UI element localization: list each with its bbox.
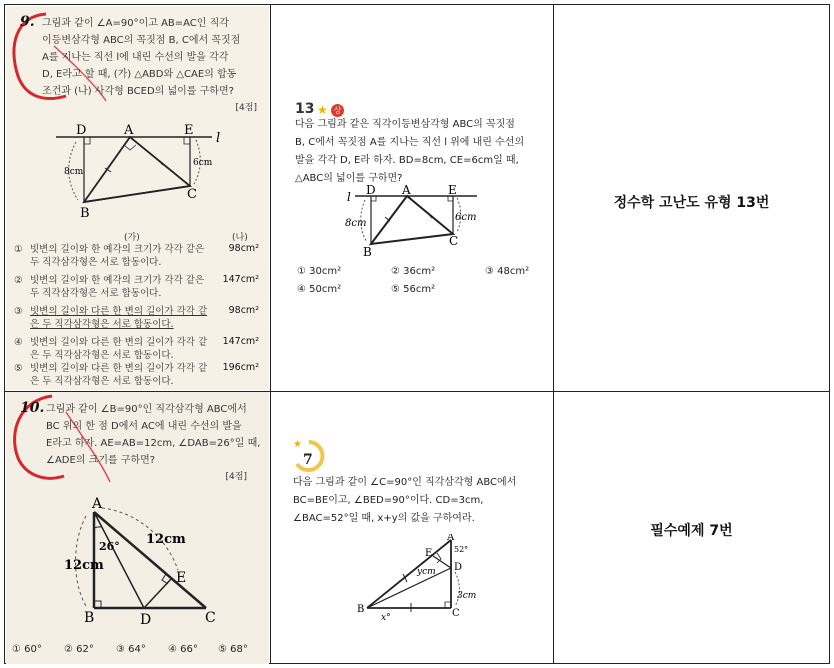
problem-line: 발을 각각 D, E라 하자. BD=8cm, CE=6cm일 때, [295, 155, 519, 166]
option-text: 빗변의 길이와 다른 한 변의 길이가 각각 같은 두 직각삼각형은 서로 합동이다. [30, 306, 208, 330]
option-text: 빗변의 길이와 한 예각의 크기가 각각 같은 두 직각삼각형은 서로 합동이다. [30, 244, 205, 268]
column-header-ga: (가) [124, 233, 140, 243]
point-label: A [124, 123, 134, 138]
length-label: 8cm [345, 218, 367, 229]
point-label: A [402, 183, 411, 197]
length-label: 3cm [457, 591, 477, 601]
problem-line: B, C에서 꼭짓점 A를 지나는 직선 l 위에 내린 수선의 [295, 137, 525, 148]
angle-label: x° [381, 613, 391, 623]
option-value: 147cm² [222, 274, 259, 285]
triangle-figure [341, 182, 541, 262]
problem-text [42, 15, 267, 100]
answer-choice: ② 36cm² [391, 266, 436, 277]
scan-problem-10 [6, 392, 269, 664]
option-row [14, 243, 259, 273]
problem-line: D, E라고 할 때, (가) △ABD와 △CAE의 합동 [42, 69, 237, 80]
problem-number: 10. [20, 400, 45, 416]
option-number: ④ [14, 337, 23, 348]
length-label: 6cm [193, 158, 213, 168]
difficulty-badge: 상 [331, 104, 344, 117]
problem-line: ∠BAC=52°일 때, x+y의 값을 구하여라. [293, 513, 475, 524]
angle-label: 52° [454, 545, 469, 554]
point-label: E [176, 570, 187, 586]
problem-number: 7 [303, 452, 313, 468]
content-table [4, 4, 830, 664]
point-label: B [357, 604, 365, 615]
point-label: D [140, 612, 152, 628]
problem-line: BC 위의 한 점 D에서 AC에 내린 수선의 발을 [46, 421, 242, 432]
source-label: 정수학 고난도 유형 13번 [613, 195, 770, 211]
point-label: B [84, 610, 95, 626]
point-label: D [366, 183, 376, 197]
answer-choice: ⑤ 56cm² [391, 284, 436, 295]
answer-choice: ① 30cm² [297, 266, 342, 277]
problem-number-badge [289, 436, 329, 476]
points-label: [4점] [235, 103, 257, 113]
point-label: C [205, 610, 216, 626]
problem-line: 그림과 같이 ∠A=90°이고 AB=AC인 직각 [42, 18, 229, 29]
option-number: ⑤ [14, 363, 23, 374]
option-value: 98cm² [228, 243, 259, 254]
problem-text [295, 116, 551, 188]
option-number: ② [14, 275, 23, 286]
answer-choice: ② 62° [64, 644, 94, 655]
problem-text [293, 474, 551, 528]
point-label: A [447, 534, 455, 543]
source-label: 필수예제 7번 [650, 523, 733, 539]
option-row [14, 362, 259, 390]
point-label: C [187, 187, 197, 202]
option-row [14, 305, 259, 335]
problem-line: 다음 그림과 같이 ∠C=90°인 직각삼각형 ABC에서 [293, 477, 517, 488]
problem-line: 조건과 (나) 사각형 BCED의 넓이를 구하면? [42, 86, 234, 97]
point-label: D [76, 123, 87, 138]
problem-line: 이등변삼각형 ABC의 꼭짓점 B, C에서 꼭짓점 [42, 35, 241, 46]
triangle-figure [6, 120, 269, 230]
problem-line: 다음 그림과 같은 직각이등변삼각형 ABC의 꼭짓점 [295, 119, 515, 130]
answer-choice: ③ 48cm² [485, 266, 530, 277]
point-label: C [449, 234, 459, 248]
answer-choice: ④ 66° [168, 644, 198, 655]
line-label: l [216, 131, 221, 146]
point-label: A [92, 496, 103, 512]
column-header-na: (나) [232, 233, 248, 243]
angle-label: 26° [99, 540, 120, 553]
point-label: E [425, 548, 433, 559]
triangle-figure [6, 492, 269, 632]
problem-line: E라고 하자. AE=AB=12cm, ∠DAB=26°일 때, [46, 438, 261, 449]
point-label: B [80, 206, 90, 221]
problem-line: △ABC의 넓이를 구하면? [295, 173, 403, 184]
point-label: E [184, 123, 194, 138]
point-label: C [452, 608, 460, 619]
problem-line: A를 지나는 직선 l에 내린 수선의 발을 각각 [42, 52, 229, 63]
option-value: 147cm² [222, 336, 259, 347]
length-label: 6cm [455, 212, 477, 223]
answer-choice: ④ 50cm² [297, 284, 342, 295]
source-label-cell [554, 6, 829, 390]
problem-7 [271, 392, 552, 664]
points-label: [4점] [225, 472, 247, 482]
star-icon: ★ [317, 103, 328, 117]
option-row [14, 274, 259, 304]
problem-number: 13 [295, 101, 315, 117]
option-text: 빗변의 길이와 다른 한 변의 길이가 각각 같은 두 직각삼각형은 서로 합동이다. [30, 337, 208, 361]
scan-problem-9 [6, 6, 269, 390]
length-label: 12cm [64, 558, 104, 573]
length-label: ycm [417, 567, 436, 577]
option-value: 196cm² [222, 362, 259, 373]
length-label: 8cm [64, 167, 84, 177]
problem-text [46, 401, 268, 469]
point-label: B [363, 245, 372, 259]
problem-line: 그림과 같이 ∠B=90°인 직각삼각형 ABC에서 [46, 404, 247, 415]
problem-number: 9. [20, 14, 35, 30]
option-text: 빗변의 길이와 다른 한 변의 길이가 각각 같은 두 직각삼각형은 서로 합동이다. [30, 363, 208, 387]
option-value: 98cm² [228, 305, 259, 316]
point-label: E [448, 183, 457, 197]
point-label: D [454, 562, 463, 573]
answer-choice: ⑤ 68° [218, 644, 248, 655]
option-number: ① [14, 244, 23, 255]
option-number: ③ [14, 306, 23, 317]
triangle-figure [353, 534, 523, 624]
problem-line: ∠ADE의 크기를 구하면? [46, 455, 156, 466]
answer-choice: ③ 64° [116, 644, 146, 655]
problem-line: BC=BE이고, ∠BED=90°이다. CD=3cm, [293, 495, 484, 506]
source-label-cell [554, 392, 829, 664]
star-icon: ★ [293, 439, 302, 450]
length-label: 12cm [146, 532, 186, 547]
line-label: l [347, 190, 351, 204]
answer-choice: ① 60° [12, 644, 42, 655]
option-text: 빗변의 길이와 한 예각의 크기가 각각 같은 두 직각삼각형은 서로 합동이다. [30, 275, 205, 299]
problem-13 [271, 6, 552, 390]
